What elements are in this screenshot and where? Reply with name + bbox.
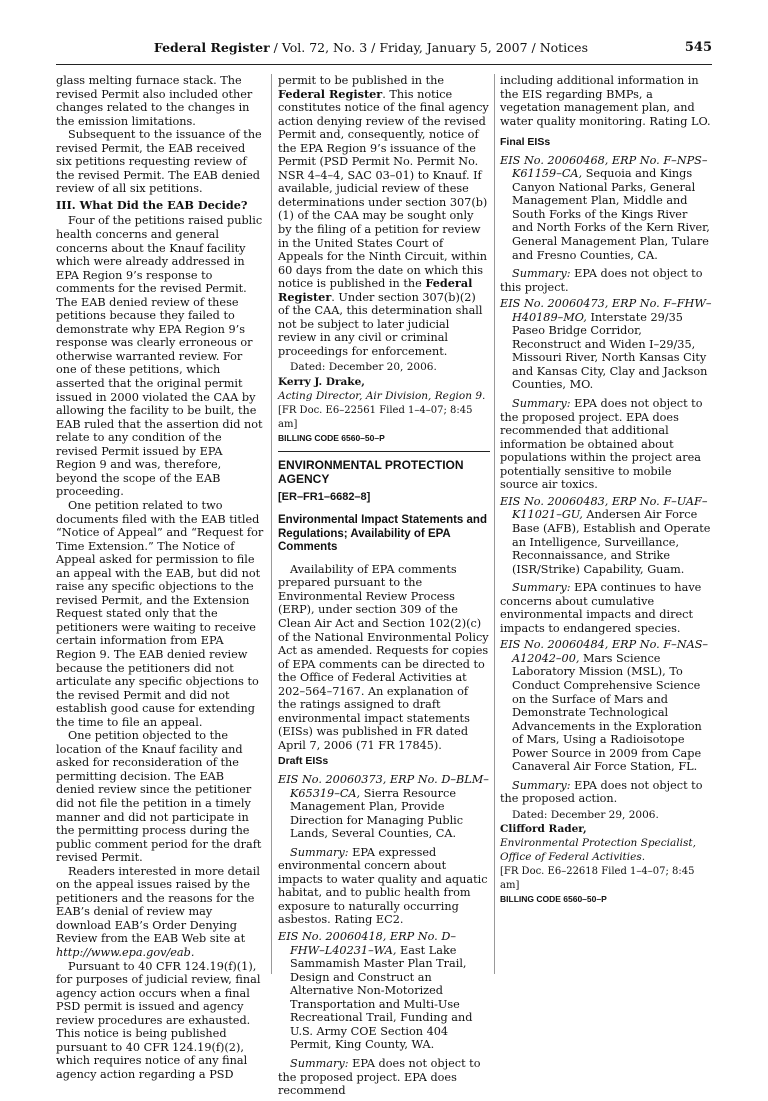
eis-description: Sierra Resource Management Plan, Provide Direction for Managing Public Lands, Several Counties, CA.: [290, 786, 464, 841]
eis-description: Interstate 29/35 Paseo Bridge Corridor, Reconstruct and Widen I–29/35, Missouri River, North Kansas City and Kansas City, Clay and Jackson Counties, MO.: [512, 310, 708, 392]
summary-label: Summary:: [512, 778, 571, 792]
eis-id: EIS No. 20060473, ERP No. F–FHW–H40189–MO,: [500, 297, 712, 324]
eis-entry: [278, 773, 490, 841]
eis-description: Sequoia and Kings Canyon National Parks, General Management Plan, Middle and South Forks of the Kings River and North Forks of the Kern River, General Management Plan, Tulare and Fresno Counties, CA.: [512, 167, 710, 262]
eis-entry: [278, 930, 490, 1052]
paragraph: [56, 865, 264, 960]
eis-entry: [500, 495, 712, 576]
paragraph: Pursuant to 40 CFR 124.19(f)(1), for purposes of judicial review, final agency action occurs when a final PSD permit is issued and agency review procedures are exhausted. This notice is being published pursuant to 40 CFR 124.19(f)(2), which requires notice of any final agency action regarding a PSD: [56, 959, 261, 1081]
publication-name: Federal Register: [153, 40, 270, 55]
page-header: [0, 40, 768, 66]
section-divider: [278, 451, 490, 452]
column-3: [500, 74, 712, 908]
paragraph: glass melting furnace stack. The revised Permit also included other changes related to the changes in the emission limitations.: [56, 74, 253, 128]
summary-label: Summary:: [512, 267, 571, 281]
eis-entry: [500, 638, 712, 773]
fr-doc-line: [FR Doc. E6–22561 Filed 1–4–07; 8:45 am]: [278, 405, 473, 430]
summary-text: EPA does not object to the proposed action.: [500, 778, 703, 806]
paragraph-text: . This notice constitutes notice of the final agency action denying review of the revised Permit and, consequently, notice of the EPA Region 9’s issuance of the Permit (PSD Permit No. Permit No. NSR 4–4–4, SAC 03–01) to Knauf. If available, judicial review of these determinations under section 307(b)(1) of the CAA may be sought only by the filing of a petition for review in the United States Court of Appeals for the Ninth Circuit, within 60 days from the date on which this notice is published in the: [278, 87, 489, 291]
column-divider: [271, 74, 272, 974]
eis-description: East Lake Sammamish Master Plan Trail, Design and Construct an Alternative Non-Motorized Transportation and Multi-Use Recreational Trail, Funding and U.S. Army COE Section 404 Permit, King County, WA.: [290, 943, 473, 1052]
summary-text: EPA expressed environmental concern about impacts to water quality and aquatic habitat, and to public health from exposure to naturally occurring asbestos. Rating EC2.: [278, 845, 488, 927]
eab-website-link[interactable]: http://www.epa.gov/eab.: [56, 946, 195, 959]
eis-summary: [278, 846, 490, 927]
paragraph-text: Readers interested in more detail on the appeal issues raised by the petitioners and the reasons for the EAB’s denial of review may download EAB’s Order Denying Review from the EAB Web site at: [56, 864, 260, 946]
column-2: [278, 74, 490, 1101]
billing-code: BILLING CODE 6560–50–P: [278, 433, 385, 444]
summary-label: Summary:: [290, 1056, 349, 1070]
column-divider: [494, 74, 495, 974]
federal-register-term: Federal Register: [278, 86, 383, 101]
eis-id: EIS No. 20060468, ERP No. F–NPS–K61159–CA,: [500, 153, 708, 181]
issue-details: / Vol. 72, No. 3 / Friday, January 5, 2007 / Notices: [269, 40, 588, 55]
paragraph: Availability of EPA comments prepared pursuant to the Environmental Review Process (ERP), under section 309 of the Clean Air Act and Section 102(2)(c) of the National Environmental Policy Act as amended. Requests for copies of EPA comments can be directed to the Office of Federal Activities at 202–564–7167. An explanation of the ratings assigned to draft environmental impact statements (EISs) was published in FR dated April 7, 2006 (71 FR 17845).: [278, 562, 489, 752]
paragraph-text: . Under section 307(b)(2) of the CAA, this determination shall not be subject to later judicial review in any civil or criminal proceedings for enforcement.: [278, 290, 483, 358]
eis-description: Andersen Air Force Base (AFB), Establish and Operate an Intelligence, Surveillance, Reconnaissance, and Strike (ISR/Strike) Capability, Guam.: [512, 508, 711, 576]
eis-summary: [278, 1057, 490, 1098]
signer-name: Kerry J. Drake,: [278, 376, 365, 389]
summary-text: EPA continues to have concerns about cumulative environmental impacts and direct impacts to endangered species.: [500, 581, 702, 635]
document-title: Environmental Impact Statements and Regulations; Availability of EPA Comments: [278, 514, 487, 554]
eis-id: EIS No. 20060373, ERP No. D–BLM–K65319–CA,: [278, 773, 489, 800]
signer-title: Environmental Protection Specialist, Office of Federal Activities.: [500, 836, 696, 863]
section-heading: III. What Did the EAB Decide?: [56, 197, 248, 212]
summary-label: Summary:: [512, 397, 571, 411]
dated-line: Dated: December 20, 2006.: [290, 361, 437, 374]
signer-title: Acting Director, Air Division, Region 9.: [278, 389, 486, 402]
paragraph: One petition objected to the location of the Knauf facility and asked for reconsideration of the permitting decision. The EAB denied review since the petitioner did not file the petition in a timely manner and did not participate in the permitting process during the public comment period for the draft revised Permit.: [56, 729, 262, 865]
eis-summary: [500, 397, 712, 492]
billing-code: BILLING CODE 6560–50–P: [500, 894, 607, 905]
eis-entry: [500, 297, 712, 392]
paragraph-text: permit to be published in the: [278, 74, 445, 87]
paragraph: [278, 74, 490, 358]
fr-doc-line: [FR Doc. E6–22618 Filed 1–4–07; 8:45 am]: [500, 866, 695, 891]
summary-text: EPA does not object to this project.: [500, 267, 703, 294]
column-1: [56, 74, 264, 1081]
eis-summary: [500, 581, 712, 635]
final-eis-heading: Final EISs: [500, 136, 551, 149]
paragraph: Four of the petitions raised public health concerns and general concerns about the Knauf facility which were already addressed in EPA Region 9’s response to comments for the revised Permit. The EAB denied review of these petitions because they failed to demonstrate why EPA Region 9’s response was clearly erroneous or otherwise warranted review. For one of these petitions, which asserted that the original permit issued in 2000 violated the CAA by allowing the facility to be built, the EAB ruled that the assertion did not relate to any condition of the revised Permit issued by EPA Region 9 and was, therefore, beyond the scope of the EAB proceeding.: [56, 214, 263, 499]
federal-register-term: Federal Register: [278, 276, 473, 304]
summary-text: EPA does not object to the proposed project. EPA does recommend: [278, 1056, 481, 1098]
page-number: 545: [684, 40, 712, 55]
header-title: [154, 40, 588, 55]
docket-number: [ER–FR1–6682–8]: [278, 490, 371, 503]
eis-id: EIS No. 20060484, ERP No. F–NAS–A12042–00,: [500, 638, 709, 665]
header-rule: [56, 64, 712, 65]
agency-name: ENVIRONMENTAL PROTECTION AGENCY: [278, 457, 464, 486]
draft-eis-heading: Draft EISs: [278, 755, 329, 768]
summary-label: Summary:: [290, 845, 349, 859]
paragraph: Subsequent to the issuance of the revised Permit, the EAB received six petitions requesting review of the revised Permit. The EAB denied review of all six petitions.: [56, 128, 262, 196]
eis-description: Mars Science Laboratory Mission (MSL), To Conduct Comprehensive Science on the Surface of Mars and Demonstrate Technological Advancements in the Exploration of Mars, Using a Radioisotope Power Source in 2009 from Cape Canaveral Air Force Station, FL.: [512, 651, 702, 774]
paragraph: including additional information in the EIS regarding BMPs, a vegetation management plan, and water quality monitoring. Rating LO.: [500, 74, 711, 128]
eis-entry: [500, 154, 712, 262]
dated-line: Dated: December 29, 2006.: [512, 808, 659, 821]
summary-label: Summary:: [512, 581, 571, 595]
paragraph: One petition related to two documents filed with the EAB titled “Notice of Appeal” and “Request for Time Extension.” The Notice of Appeal asked for permission to file an appeal with the EAB, but did not raise any specific objections to the revised Permit, and the Extension Request stated only that the petitioners were waiting to receive certain information from EPA Region 9. The EAB denied review because the petitioners did not articulate any specific objections to the revised Permit and did not establish good cause for extending the time to file an appeal.: [56, 498, 264, 729]
eis-summary: [500, 267, 712, 294]
eis-summary: [500, 779, 712, 806]
eis-id: EIS No. 20060418, ERP No. D–FHW–L40231–WA,: [278, 930, 456, 957]
summary-text: EPA does not object to the proposed project. EPA does recommended that additional information be obtained about populations within the project area potentially sensitive to mobile source air toxics.: [500, 397, 703, 492]
eis-id: EIS No. 20060483, ERP No. F–UAF–K11021–GU,: [500, 494, 708, 522]
signer-name: Clifford Rader,: [500, 823, 587, 836]
